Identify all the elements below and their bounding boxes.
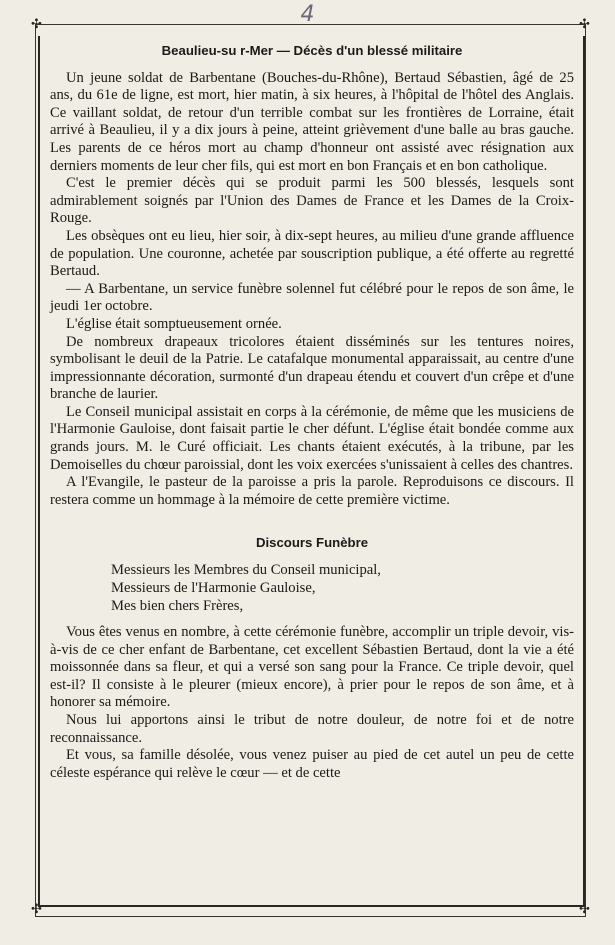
- article-paragraph: — A Barbentane, un service funèbre solennel fut célébré pour le repos de son âme, le jeudi 1er octobre.: [50, 280, 574, 315]
- salutation-line: Messieurs les Membres du Conseil municipal,: [111, 562, 381, 579]
- corner-ornament-icon: ✣: [31, 17, 42, 32]
- article-paragraph: C'est le premier décès qui se produit parmi les 500 blessés, lesquels sont admirablement soignés par l'Union des Dames de France et les Dames de la Croix-Rouge.: [50, 175, 574, 227]
- article-paragraph: Les obsèques ont eu lieu, hier soir, à dix-sept heures, au milieu d'une grande affluence de population. Une couronne, achetée par souscription publique, a été offerte au regretté Bertaud.: [50, 227, 574, 280]
- speech-salutation: [111, 561, 574, 615]
- article-paragraph: De nombreux drapeaux tricolores étaient disséminés sur les tentures noires, symbolisant le deuil de la Patrie. Le catafalque monumental apparaissait, au centre d'une impressionnante décoration, surmonté d'un drapeau étendu et couvert d'un crêpe et d'une branche de laurier.: [50, 333, 574, 403]
- salutation-line: Messieurs de l'Harmonie Gauloise,: [111, 580, 316, 597]
- corner-ornament-icon: ✣: [31, 902, 42, 917]
- salutation-line: Mes bien chers Frères,: [111, 598, 244, 615]
- speech-paragraph: Vous êtes venus en nombre, à cette cérémonie funèbre, accomplir un triple devoir, vis-à-vis de ce cher enfant de Barbentane, cet excellent Sébastien Bertaud, dont la vie a été moissonnée dans sa fleur, et qui a versé son sang pour la France. Ce triple devoir, quel est-il? Il consiste à le pleurer (mieux encore), à prier pour le repos de son âme, et à honorer sa mémoire.: [50, 624, 574, 711]
- article-content: [50, 42, 574, 782]
- corner-ornament-icon: ✣: [579, 17, 590, 32]
- speech-paragraph: Nous lui apportons ainsi le tribut de notre douleur, de notre foi et de notre reconnaissance.: [50, 712, 574, 746]
- speech-title: Discours Funèbre: [255, 535, 369, 551]
- page-number: 4: [300, 2, 315, 27]
- speech-paragraph: Et vous, sa famille désolée, vous venez puiser au pied de cet autel un peu de cette céleste espérance qui relève le cœur — et de cette: [50, 747, 574, 781]
- corner-ornament-icon: ✣: [579, 902, 590, 917]
- article-paragraph: Le Conseil municipal assistait en corps à la cérémonie, de même que les musiciens de l'Harmonie Gauloise, dont faisait partie le cher défunt. L'église était bondée comme aux grands jours. M. le Curé officiait. Les chants étaient exécutés, à la tribune, par les Demoiselles du chœur paroissial, dont les voix exercées s'unissaient à celles des chantres.: [50, 403, 574, 473]
- article-paragraph: L'église était somptueusement ornée.: [66, 315, 282, 332]
- article-title: Beaulieu-su r-Mer — Décès d'un blessé militaire: [161, 43, 463, 58]
- article-paragraph: Un jeune soldat de Barbentane (Bouches-du-Rhône), Bertaud Sébastien, âgé de 25 ans, du 61e de ligne, est mort, hier matin, à six heures, à l'hôpital de l'hôtel des Anglais. Ce vaillant soldat, de retour d'un terrible combat sur les frontières de Lorraine, était arrivé à Beaulieu, il y a dix jours à peine, atteint grièvement d'une balle au bras gauche. Les parents de ce héros mort au champ d'honneur ont assisté avec résignation aux derniers moments de leur cher fils, qui est mort en bon Français et en bon catholique.: [50, 69, 574, 174]
- article-paragraph: A l'Evangile, le pasteur de la paroisse a pris la parole. Reproduisons ce discours. Il restera comme un hommage à la mémoire de cette première victime.: [50, 474, 574, 508]
